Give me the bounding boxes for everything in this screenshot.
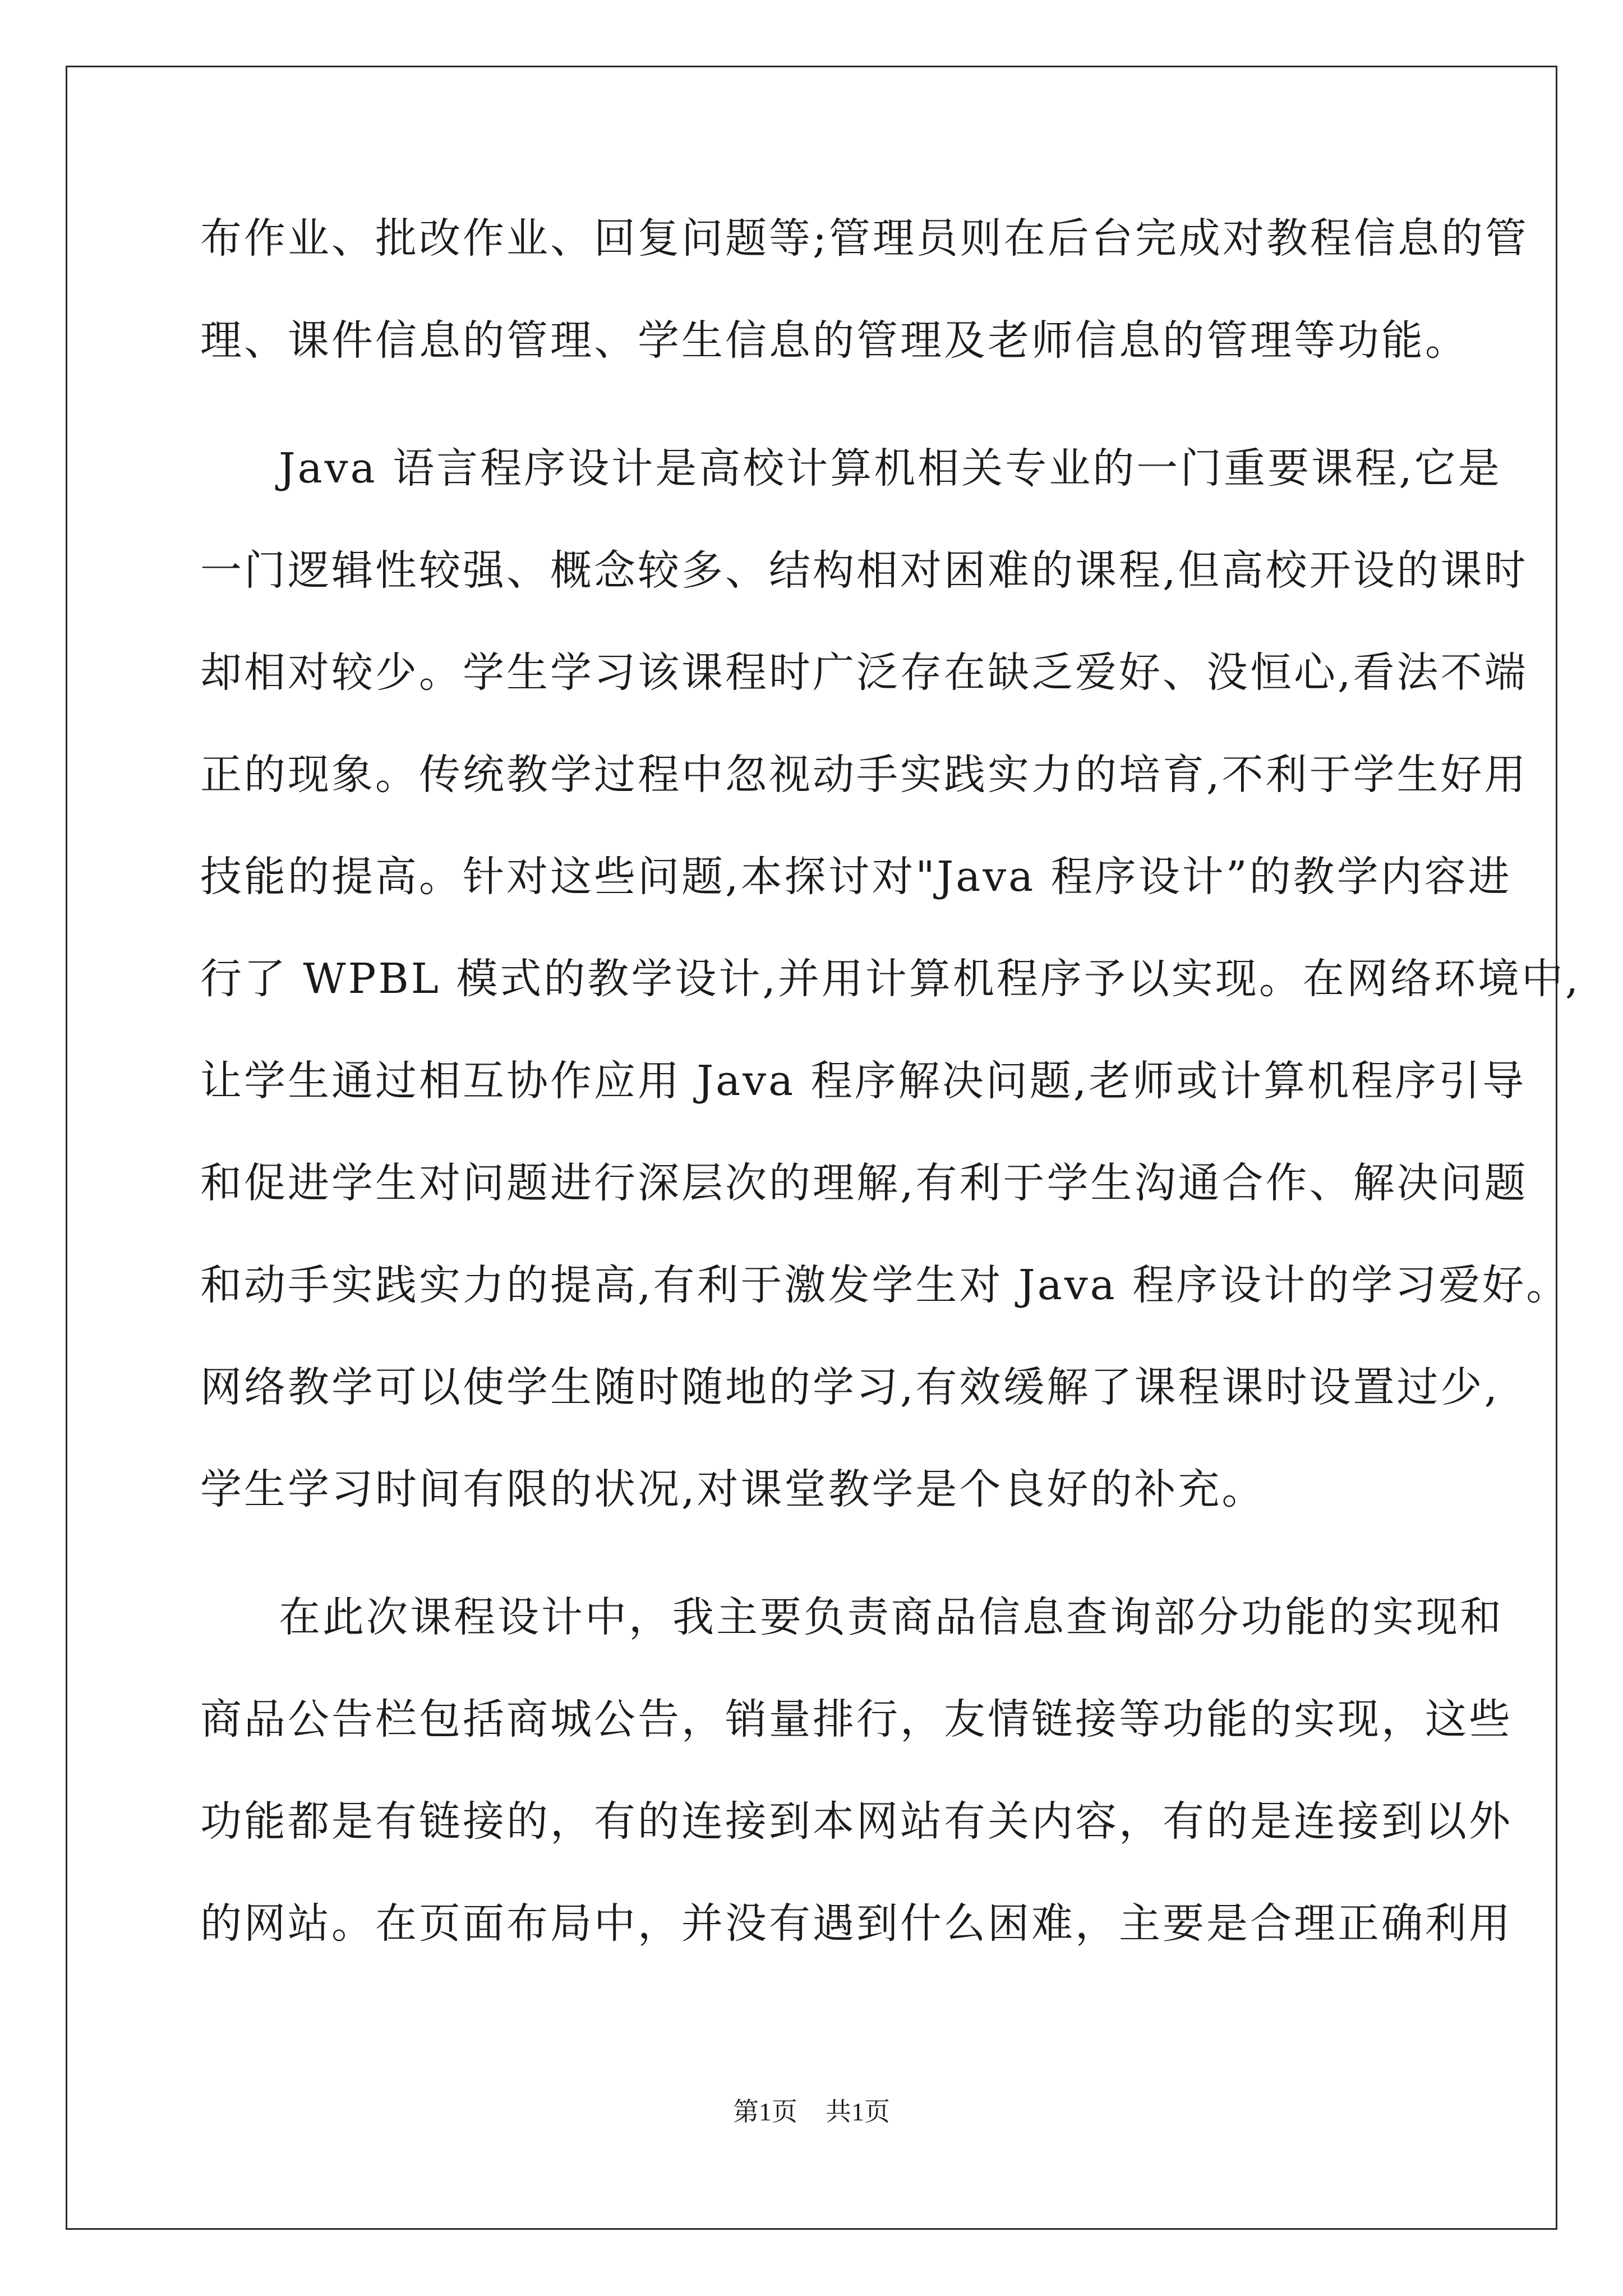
total-pages: 共1页	[826, 2097, 890, 2126]
page-number: 第1页	[733, 2097, 797, 2126]
paragraph-start-line: Java 语言程序设计是高校计算机相关专业的一门重要课程,它是	[279, 444, 1502, 493]
body-line: 布作业、批改作业、回复问题等;管理员则在后台完成对教程信息的管	[200, 214, 1529, 263]
body-line: 网络教学可以使学生随时随地的学习,有效缓解了课程课时设置过少,	[200, 1363, 1500, 1411]
body-line: 理、课件信息的管理、学生信息的管理及老师信息的管理等功能。	[200, 316, 1469, 365]
body-line: 却相对较少。学生学习该课程时广泛存在缺乏爱好、没恒心,看法不端	[200, 648, 1528, 697]
body-line: 商品公告栏包括商城公告，销量排行，友情链接等功能的实现，这些	[200, 1695, 1513, 1743]
body-line: 和动手实践实力的提高,有利于激发学生对 Java 程序设计的学习爱好。	[200, 1261, 1570, 1309]
body-line: 功能都是有链接的，有的连接到本网站有关内容，有的是连接到以外	[200, 1797, 1513, 1846]
body-line: 正的现象。传统教学过程中忽视动手实践实力的培育,不利于学生好用	[200, 751, 1528, 799]
body-line: 的网站。在页面布局中，并没有遇到什么困难，主要是合理正确利用	[200, 1899, 1513, 1948]
body-line: 一门逻辑性较强、概念较多、结构相对困难的课程,但高校开设的课时	[200, 546, 1528, 595]
body-line: 学生学习时间有限的状况,对课堂教学是个良好的补充。	[200, 1465, 1266, 1513]
paragraph-start-line: 在此次课程设计中，我主要负责商品信息查询部分功能的实现和	[279, 1593, 1504, 1641]
body-line: 行了 WPBL 模式的教学设计,并用计算机程序予以实现。在网络环境中,	[200, 955, 1581, 1003]
body-line: 和促进学生对问题进行深层次的理解,有利于学生沟通合作、解决问题	[200, 1159, 1528, 1207]
body-line: 技能的提高。针对这些问题,本探讨对"Java 程序设计”的教学内容进	[200, 853, 1512, 901]
body-line: 让学生通过相互协作应用 Java 程序解决问题,老师或计算机程序引导	[200, 1057, 1527, 1105]
page-footer	[0, 2095, 1623, 2129]
